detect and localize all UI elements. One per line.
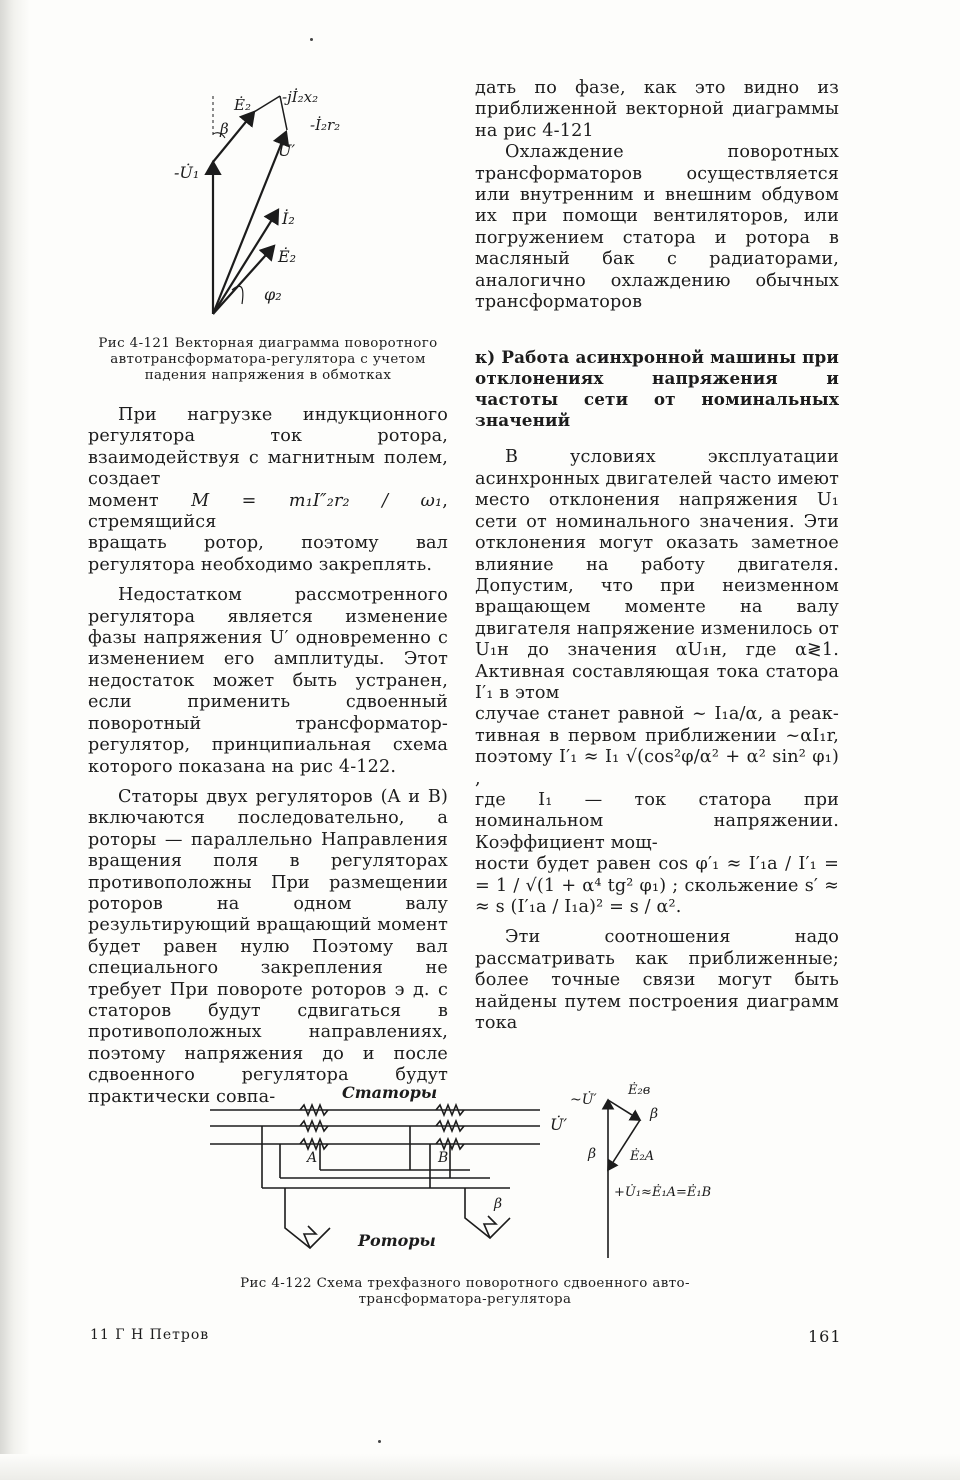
section-heading: к) Работа асинхронной машины при отклонениях напряжения и частоты сети от номинальных значений [475,347,839,431]
paragraph-regulator-load-end: вращать ротор, поэтому вал регулятора необходимо закреплять. [88,533,448,575]
paragraph-disadvantage: Недостатком рассмотренного регулятора является изменение фазы напряжения U′ одновременно с изменением его амплитуды. Этот недостаток может быть устранен, если применить сдвоенный поворотный трансформатор-регулятор, принципиальная схема которого показана на рис 4-122. [88,585,448,777]
fig121-u-prime-label: U̇′ [278,141,296,160]
fig122-rotor-beta-label: β [494,1196,503,1212]
fig122-node-b-label: B [438,1150,449,1166]
fig122-stators-label: Статоры [342,1083,438,1102]
fig121-i2r2-label: -İ₂r₂ [310,116,341,134]
scan-speck [310,38,313,41]
formula-moment-line [88,491,448,534]
figure-4-121-caption: Рис 4-121 Векторная диаграмма поворотного автотрансформатора-регулятора с учетом падения напряжения в обмотках [98,336,438,383]
page-number: 161 [808,1327,842,1346]
fig122-node-a-label: A [307,1150,318,1166]
paragraph-regulator-load: При нагрузке индукционного регулятора ток ротора, взаимодействуя с магнитным полем, создает [88,405,448,490]
fig122-u-prime-output-label: U̇′ [550,1115,568,1134]
fig122-e2a-label: Ė₂A [630,1149,655,1164]
fig121-minus-u1-label: -U̇₁ [174,163,200,182]
scan-bottom-shadow [0,1454,960,1480]
figure-4-122-caption [175,1276,755,1308]
figure-4-122-caption-line2: трансформатора-регулятора [358,1292,572,1307]
paragraph-approximate-relations: Эти соотношения надо рассматривать как приближенные; более точные связи могут быть найдены путем построения диаграмм тока [475,927,839,1034]
fig122-rotors-label: Роторы [358,1231,436,1250]
fig121-e2-label: Ė₂ [278,247,297,266]
figure-4-121-vector-diagram [170,78,370,328]
fig122-u1-relation-label: +U̇₁≈Ė₁A=Ė₁B [614,1185,712,1200]
paragraph-voltage-deviation: В условиях эксплуатации асинхронных двигателей часто имеют место отклонения напряжения U₁ сети от номинального значения. Эти отклонения могут оказать заметное влияние на работу двигателя. Допустим, что при неизменном вращающем моменте на валу двигателя напряжение изменилось от U₁н до значения αU₁н, где α≷1. Активная составляющая тока статора I′₁ в этом [475,447,839,703]
fig122-beta-left-label: β [588,1146,597,1162]
formula-reactive-component: тивная в первом приближении ~αI₁r, [475,725,839,746]
paragraph-stator-current: где I₁ — ток статора при номинальном напряжении. Коэффициент мощ- [475,789,839,853]
scan-speck [378,1440,381,1443]
fig121-e2-top-label: Ė₂ [234,96,251,114]
formula-current-approx: поэтому I′₁ ≈ I₁ √(cos²φ/α² + α² sin² φ₁) , [475,747,839,789]
fig121-i2-label: İ₂ [282,209,295,228]
formula-power-factor-result: = 1 / √(1 + α⁴ tg² φ₁) ; скольжение s′ ≈ [475,875,839,896]
fig121-phi2-label: φ₂ [264,285,282,304]
figure-4-122-caption-line1: Рис 4-122 Схема трехфазного поворотного сдвоенного авто- [240,1276,690,1291]
paragraph-cooling: Охлаждение поворотных трансформаторов осуществляется или внутренним и внешним обдувом их при помощи вентиляторов, или погружением статора и ротора в масляный бак с радиаторами, аналогично охлаждению обычных трансформаторов [475,142,839,313]
fig121-beta-label: β [220,120,229,138]
fig122-u-prime-vector-label: ~U̇′ [570,1092,597,1108]
fig122-beta-top-label: β [650,1106,659,1122]
paragraph-continuation: дать по фазе, как это видно из приближенной векторной диаграммы на рис 4-121 [475,78,839,141]
fig121-jI2x2-label: -jİ₂x₂ [282,88,319,106]
formula-active-component: случае станет равной ~ I₁а/α, а реак- [475,704,839,725]
figure-4-122-schematic [210,1078,770,1273]
fig122-e2b-label: Ė₂в [628,1083,651,1098]
left-text-column [88,405,448,1108]
formula-power-factor: ности будет равен cos φ′₁ ≈ I′₁а / I′₁ = [475,854,839,875]
scan-edge-shadow [0,0,30,1480]
paragraph-stators: Статоры двух регуляторов (A и B) включаются последовательно, а роторы — параллельно Направления вращения поля в регуляторах противоположны При размещении роторов на одном валу результирующий вращающий момент будет равен нулю Поэтому вал специального закрепления не требует При повороте роторов э д. с статоров будут сдвигаться в противоположных направлениях, поэтому напряжения до и после сдвоенного регулятора будут практически совпа- [88,786,448,1107]
formula-moment-suffix: , стремящийся [88,490,448,533]
formula-slip: ≈ s (I′₁а / I₁а)² = s / α². [475,897,682,917]
signature-mark: 11 Г Н Петров [90,1327,210,1343]
formula-moment: M = m₁I″₂r₂ / ω₁ [191,490,443,511]
formula-moment-prefix: момент [88,490,159,511]
right-text-column [475,78,839,1034]
